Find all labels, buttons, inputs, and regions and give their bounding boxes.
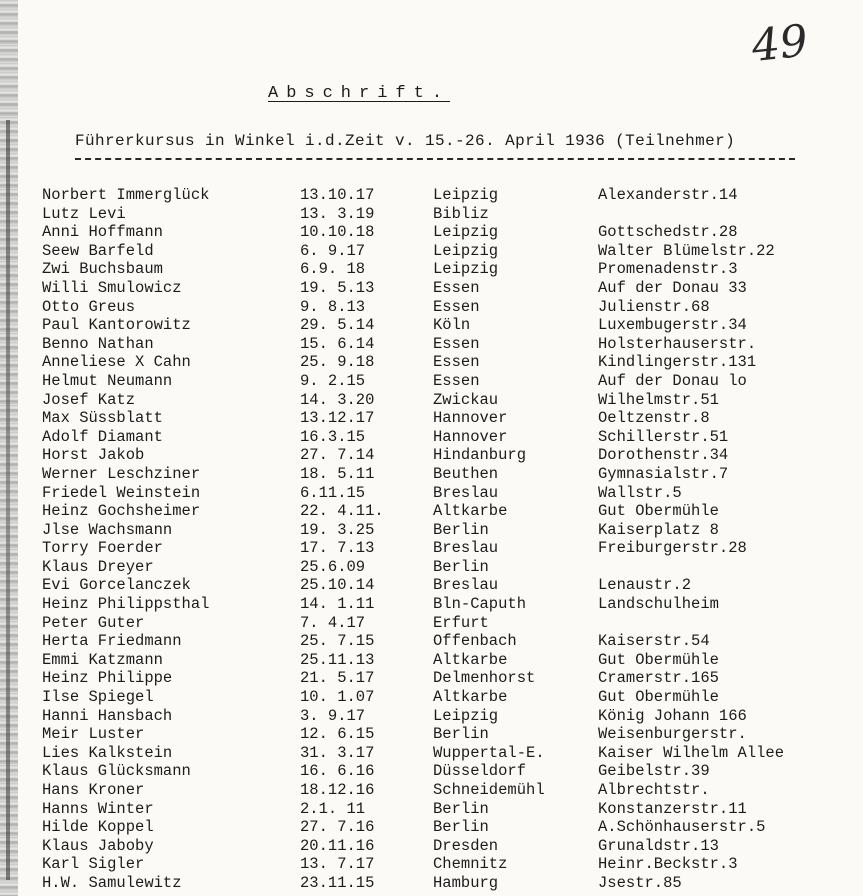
participant-row — [0, 502, 863, 521]
participant-city: Hannover — [433, 409, 508, 428]
participant-address: Kaiserplatz 8 — [598, 520, 719, 539]
participant-name: Emmi Katzmann — [42, 650, 163, 669]
participant-name: Zwi Buchsbaum — [42, 260, 163, 279]
participant-address: Geibelstr.39 — [598, 762, 710, 781]
participant-city: Berlin — [433, 818, 489, 837]
participant-name: Seew Barfeld — [42, 241, 154, 260]
participant-row — [0, 595, 863, 614]
participant-address: Freiburgerstr.28 — [598, 539, 747, 558]
participant-birthdate: 6. 9.17 — [300, 241, 366, 260]
participant-address: Promenadenstr.3 — [598, 260, 738, 279]
participant-birthdate: 10. 1.07 — [300, 688, 375, 707]
participant-city: Köln — [433, 316, 471, 335]
participant-row — [0, 242, 863, 261]
participant-row — [0, 353, 863, 372]
participant-birthdate: 14. 3.20 — [300, 390, 375, 409]
document-title: Abschrift. — [268, 84, 451, 103]
participant-address: Wilhelmstr.51 — [598, 390, 719, 409]
participant-city: Altkarbe — [433, 502, 508, 521]
participant-name: Horst Jakob — [42, 446, 145, 465]
participant-birthdate: 17. 7.13 — [300, 539, 375, 558]
participant-name: Evi Gorcelanczek — [42, 576, 191, 595]
participant-name: Adolf Diamant — [42, 427, 163, 446]
participant-name: Klaus Dreyer — [42, 557, 154, 576]
participant-row — [0, 465, 863, 484]
participant-address: Heinr.Beckstr.3 — [598, 855, 738, 874]
participant-address: Landschulheim — [598, 595, 719, 614]
participant-address: Grunaldstr.13 — [598, 836, 719, 855]
participant-row — [0, 558, 863, 577]
participant-city: Essen — [433, 353, 480, 372]
participant-city: Leipzig — [433, 186, 499, 204]
participant-row — [0, 632, 863, 651]
participant-city: Bibliz — [433, 204, 489, 223]
participant-city: Essen — [433, 297, 480, 316]
participant-birthdate: 13. 3.19 — [300, 204, 375, 223]
participant-row — [0, 725, 863, 744]
participant-city: Berlin — [433, 799, 489, 818]
participant-city: Zwickau — [433, 390, 499, 409]
participant-address: Oeltzenstr.8 — [598, 409, 710, 428]
participant-city: Chemnitz — [433, 855, 508, 874]
participant-name: Heinz Philippsthal — [42, 595, 210, 614]
participant-address: Jsestr.85 — [598, 873, 682, 892]
participant-address: Holsterhauserstr. — [598, 334, 757, 353]
participant-city: Delmenhorst — [433, 669, 536, 688]
participant-birthdate: 25. 7.15 — [300, 632, 375, 651]
participant-birthdate: 16. 6.16 — [300, 762, 375, 781]
participant-name: Norbert Immerglück — [42, 186, 210, 204]
participant-name: Lutz Levi — [42, 204, 126, 223]
participant-address: Gut Obermühle — [598, 502, 719, 521]
participant-birthdate: 18.12.16 — [300, 781, 375, 799]
participant-birthdate: 15. 6.14 — [300, 334, 375, 353]
participant-name: Friedel Weinstein — [42, 483, 201, 502]
document-subtitle: Führerkursus in Winkel i.d.Zeit v. 15.-26. April 1936 (Teilnehmer) — [75, 132, 736, 150]
participant-name: Jlse Wachsmann — [42, 520, 173, 539]
participant-address: Alexanderstr.14 — [598, 186, 738, 204]
participant-birthdate: 6.11.15 — [300, 483, 366, 502]
participant-birthdate: 12. 6.15 — [300, 725, 375, 744]
participant-name: Max Süssblatt — [42, 409, 163, 428]
participant-name: Meir Luster — [42, 725, 145, 744]
participant-name: Willi Smulowicz — [42, 278, 182, 297]
participant-name: Anni Hoffmann — [42, 223, 163, 242]
participant-row — [0, 205, 863, 224]
participant-row — [0, 521, 863, 540]
participant-name: Anneliese X Cahn — [42, 353, 191, 372]
participant-birthdate: 13.12.17 — [300, 409, 375, 428]
participant-birthdate: 19. 3.25 — [300, 520, 375, 539]
participant-city: Leipzig — [433, 260, 499, 279]
participant-birthdate: 25.11.13 — [300, 650, 375, 669]
participant-row — [0, 372, 863, 391]
participant-name: Hanni Hansbach — [42, 706, 173, 725]
participant-city: Schneidemühl — [433, 781, 545, 799]
participant-address: Lenaustr.2 — [598, 576, 692, 595]
participant-name: Lies Kalkstein — [42, 743, 173, 762]
participant-city: Dresden — [433, 836, 499, 855]
participant-birthdate: 31. 3.17 — [300, 743, 375, 762]
participant-birthdate: 20.11.16 — [300, 836, 375, 855]
participant-name: Peter Guter — [42, 613, 145, 632]
participant-birthdate: 25.10.14 — [300, 576, 375, 595]
participant-birthdate: 21. 5.17 — [300, 669, 375, 688]
participant-row — [0, 484, 863, 503]
participant-address: Kaiserstr.54 — [598, 632, 710, 651]
participant-row — [0, 316, 863, 335]
participant-city: Wuppertal-E. — [433, 743, 545, 762]
participant-city: Offenbach — [433, 632, 517, 651]
participant-row — [0, 688, 863, 707]
participant-row — [0, 837, 863, 856]
participant-row — [0, 446, 863, 465]
participant-row — [0, 223, 863, 242]
participant-address: Walter Blümelstr.22 — [598, 241, 775, 260]
participant-address: Konstanzerstr.11 — [598, 799, 747, 818]
participant-row — [0, 874, 863, 893]
participant-row — [0, 279, 863, 298]
participant-city: Erfurt — [433, 613, 489, 632]
participant-city: Essen — [433, 371, 480, 390]
participant-name: Helmut Neumann — [42, 371, 173, 390]
participant-address: Gymnasialstr.7 — [598, 464, 729, 483]
participant-name: Klaus Glücksmann — [42, 762, 191, 781]
participant-address: Kaiser Wilhelm Allee — [598, 743, 785, 762]
participant-address: Kindlingerstr.131 — [598, 353, 757, 372]
participant-city: Hindanburg — [433, 446, 527, 465]
participant-city: Breslau — [433, 483, 499, 502]
participant-name: Heinz Philippe — [42, 669, 173, 688]
participant-address: Gut Obermühle — [598, 688, 719, 707]
participant-address: Gut Obermühle — [598, 650, 719, 669]
participant-city: Essen — [433, 334, 480, 353]
participant-address: Auf der Donau 33 — [598, 278, 747, 297]
participant-row — [0, 762, 863, 781]
participant-birthdate: 13.10.17 — [300, 186, 375, 204]
participant-name: Ilse Spiegel — [42, 688, 154, 707]
participant-row — [0, 707, 863, 726]
participant-row — [0, 391, 863, 410]
participant-city: Berlin — [433, 725, 489, 744]
participant-birthdate: 7. 4.17 — [300, 613, 366, 632]
participant-row — [0, 800, 863, 819]
participant-city: Leipzig — [433, 706, 499, 725]
participant-name: Karl Sigler — [42, 855, 145, 874]
participant-row — [0, 781, 863, 800]
participant-list — [0, 186, 863, 893]
participant-address: Gottschedstr.28 — [598, 223, 738, 242]
participant-city: Altkarbe — [433, 650, 508, 669]
participant-row — [0, 539, 863, 558]
participant-city: Hamburg — [433, 873, 499, 892]
participant-row — [0, 651, 863, 670]
participant-row — [0, 614, 863, 633]
participant-name: Paul Kantorowitz — [42, 316, 191, 335]
participant-row — [0, 186, 863, 205]
participant-city: Altkarbe — [433, 688, 508, 707]
participant-birthdate: 27. 7.14 — [300, 446, 375, 465]
participant-birthdate: 9. 8.13 — [300, 297, 366, 316]
participant-birthdate: 14. 1.11 — [300, 595, 375, 614]
participant-city: Breslau — [433, 576, 499, 595]
participant-city: Breslau — [433, 539, 499, 558]
participant-address: Cramerstr.165 — [598, 669, 719, 688]
participant-row — [0, 576, 863, 595]
participant-row — [0, 428, 863, 447]
participant-birthdate: 3. 9.17 — [300, 706, 366, 725]
participant-address: König Johann 166 — [598, 706, 747, 725]
participant-city: Düsseldorf — [433, 762, 527, 781]
participant-city: Leipzig — [433, 241, 499, 260]
participant-row — [0, 744, 863, 763]
participant-row — [0, 855, 863, 874]
participant-birthdate: 22. 4.11. — [300, 502, 384, 521]
participant-birthdate: 13. 7.17 — [300, 855, 375, 874]
participant-row — [0, 669, 863, 688]
participant-address: Schillerstr.51 — [598, 427, 729, 446]
participant-name: Herta Friedmann — [42, 632, 182, 651]
participant-row — [0, 335, 863, 354]
participant-city: Essen — [433, 278, 480, 297]
participant-name: Hanns Winter — [42, 799, 154, 818]
participant-address: Albrechtstr. — [598, 781, 710, 799]
participant-birthdate: 18. 5.11 — [300, 464, 375, 483]
participant-city: Berlin — [433, 520, 489, 539]
participant-city: Beuthen — [433, 464, 499, 483]
participant-address: Dorothenstr.34 — [598, 446, 729, 465]
participant-address: Luxembugerstr.34 — [598, 316, 747, 335]
participant-address: Weisenburgerstr. — [598, 725, 747, 744]
participant-address: A.Schönhauserstr.5 — [598, 818, 766, 837]
participant-birthdate: 16.3.15 — [300, 427, 366, 446]
participant-name: Heinz Gochsheimer — [42, 502, 201, 521]
title-divider — [75, 158, 795, 160]
participant-birthdate: 25. 9.18 — [300, 353, 375, 372]
participant-birthdate: 27. 7.16 — [300, 818, 375, 837]
handwritten-page-number: 49 — [749, 15, 811, 73]
participant-row — [0, 818, 863, 837]
participant-city: Leipzig — [433, 223, 499, 242]
participant-name: Torry Foerder — [42, 539, 163, 558]
participant-birthdate: 9. 2.15 — [300, 371, 366, 390]
participant-name: Josef Katz — [42, 390, 136, 409]
participant-name: Klaus Jaboby — [42, 836, 154, 855]
participant-city: Berlin — [433, 557, 489, 576]
participant-birthdate: 19. 5.13 — [300, 278, 375, 297]
participant-address: Auf der Donau lo — [598, 371, 747, 390]
participant-row — [0, 409, 863, 428]
participant-birthdate: 2.1. 11 — [300, 799, 366, 818]
participant-row — [0, 298, 863, 317]
participant-city: Bln-Caputh — [433, 595, 527, 614]
participant-address: Wallstr.5 — [598, 483, 682, 502]
participant-name: Benno Nathan — [42, 334, 154, 353]
participant-birthdate: 10.10.18 — [300, 223, 375, 242]
participant-birthdate: 25.6.09 — [300, 557, 366, 576]
participant-name: Werner Leschziner — [42, 464, 201, 483]
participant-address: Julienstr.68 — [598, 297, 710, 316]
participant-name: Hilde Koppel — [42, 818, 154, 837]
participant-birthdate: 6.9. 18 — [300, 260, 366, 279]
participant-birthdate: 29. 5.14 — [300, 316, 375, 335]
participant-name: Otto Greus — [42, 297, 136, 316]
participant-birthdate: 23.11.15 — [300, 873, 375, 892]
participant-name: Hans Kroner — [42, 781, 145, 799]
participant-name: H.W. Samulewitz — [42, 873, 182, 892]
participant-city: Hannover — [433, 427, 508, 446]
participant-row — [0, 260, 863, 279]
